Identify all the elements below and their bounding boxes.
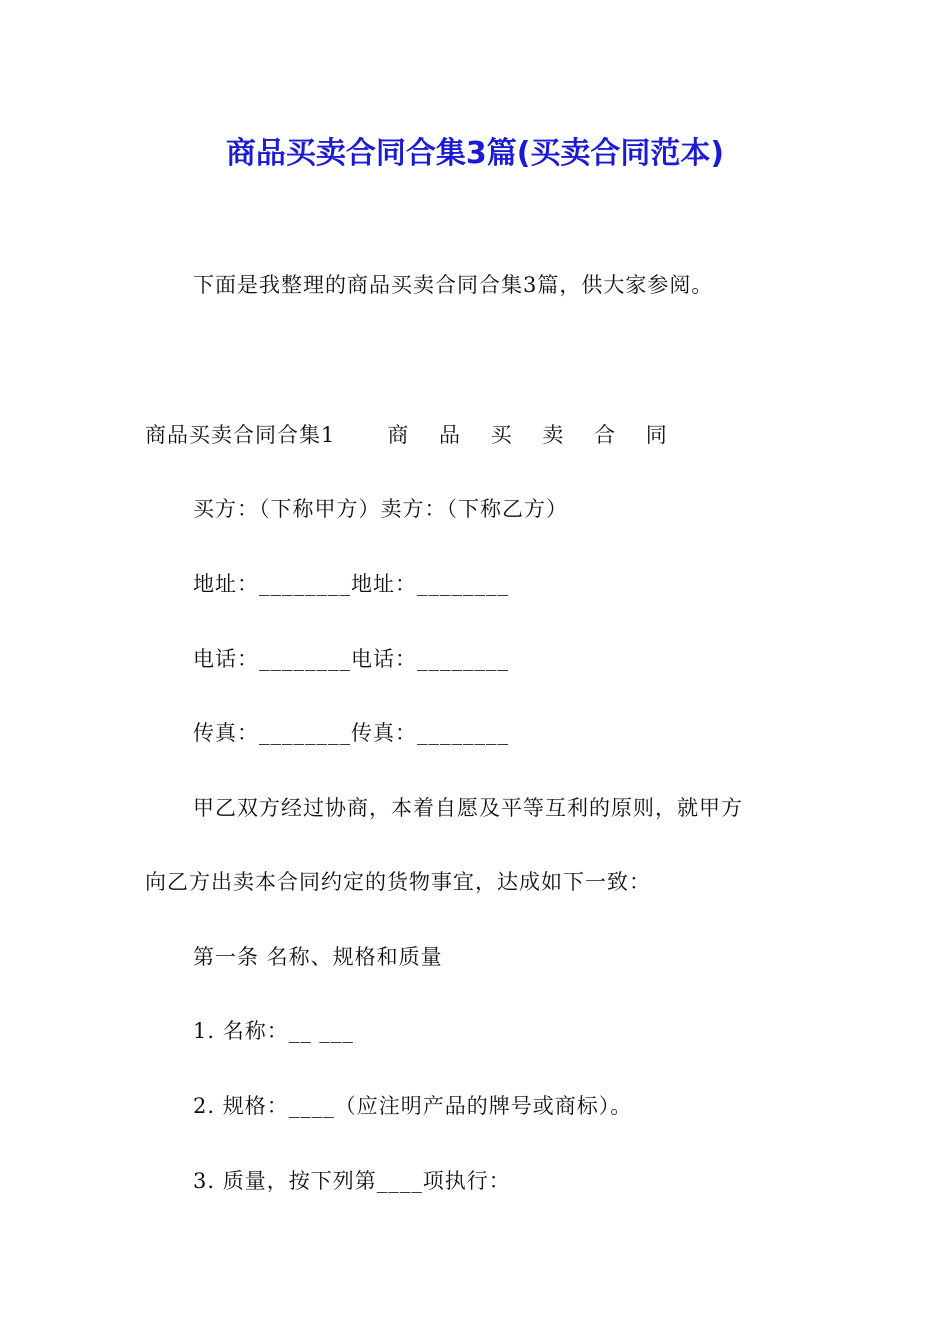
item-spec-line: 2. 规格：____（应注明产品的牌号或商标）。 xyxy=(193,1094,633,1118)
agreement-paragraph-line-1: 甲乙双方经过协商，本着自愿及平等互利的原则，就甲方 xyxy=(193,796,743,820)
document-title: 商品买卖合同合集3篇(买卖合同范本) xyxy=(225,136,725,171)
intro-paragraph: 下面是我整理的商品买卖合同合集3篇，供大家参阅。 xyxy=(193,273,714,297)
section-label: 商品买卖合同合集1 xyxy=(145,423,336,447)
fax-line: 传真：________传真：________ xyxy=(193,721,509,745)
address-line: 地址：________地址：________ xyxy=(193,572,509,596)
agreement-paragraph-line-2: 向乙方出卖本合同约定的货物事宜，达成如下一致： xyxy=(145,870,651,894)
section-heading-line xyxy=(145,420,679,450)
item-name-line: 1. 名称：__ ___ xyxy=(193,1019,354,1043)
phone-line: 电话：________电话：________ xyxy=(193,647,509,671)
item-quality-line: 3. 质量，按下列第____项执行： xyxy=(193,1169,511,1193)
contract-heading: 商 品 买 卖 合 同 xyxy=(387,423,679,447)
article-1-heading: 第一条 名称、规格和质量 xyxy=(193,945,443,969)
parties-line: 买方：（下称甲方）卖方：（下称乙方） xyxy=(193,497,568,521)
